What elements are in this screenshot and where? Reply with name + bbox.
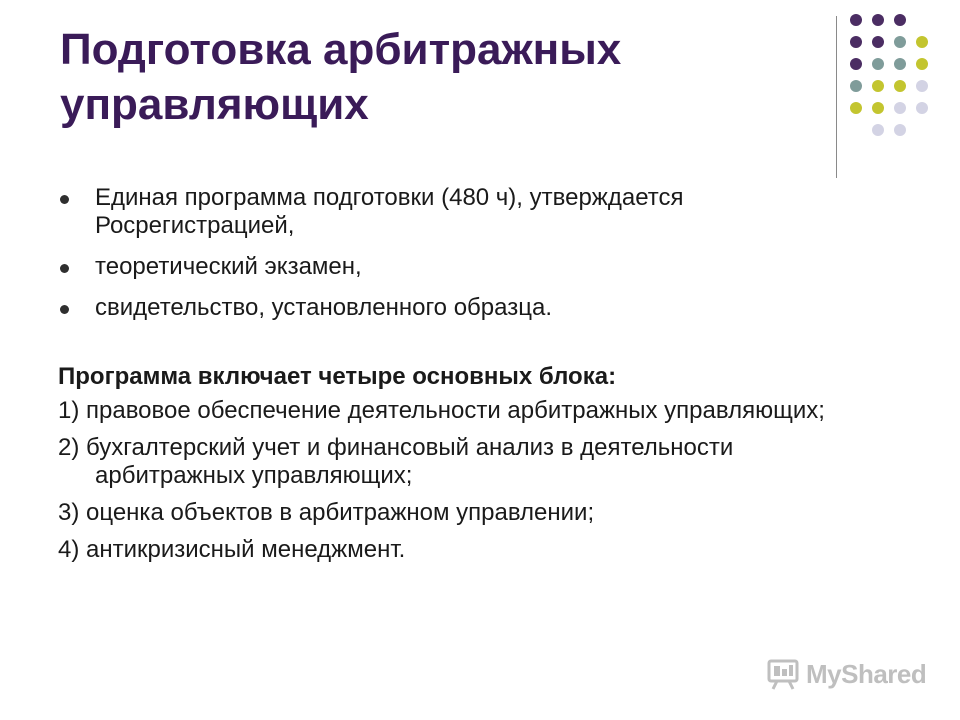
watermark: [766, 654, 926, 694]
decorative-dot: [872, 58, 884, 70]
decorative-dot: [850, 102, 862, 114]
decorative-dot: [872, 14, 884, 26]
bullet-item: [58, 294, 818, 322]
program-item: 3) оценка объектов в арбитражном управлении;: [58, 499, 595, 526]
presentation-board-icon: [766, 657, 800, 691]
slide-title: Подготовка арбитражных управляющих: [60, 25, 622, 129]
program-blocks: [58, 362, 878, 573]
decorative-dot: [916, 102, 928, 114]
program-heading: Программа включает четыре основных блока:: [58, 363, 617, 390]
decorative-dot: [894, 36, 906, 48]
decorative-dot: [872, 102, 884, 114]
title-divider: [836, 16, 837, 178]
bullet-item: [58, 253, 818, 281]
watermark-text: MyShared: [806, 658, 927, 689]
decorative-dot: [850, 80, 862, 92]
bullet-dot-icon: [60, 264, 69, 273]
bullet-item: [58, 184, 818, 240]
decorative-dot: [850, 36, 862, 48]
decorative-dot: [916, 58, 928, 70]
bullet-dot-icon: [60, 195, 69, 204]
decorative-dot: [850, 58, 862, 70]
program-item: 2) бухгалтерский учет и финансовый анализ в деятельности арбитражных управляющих;: [58, 434, 734, 489]
decorative-dot-grid: [850, 14, 950, 154]
bullet-text: Единая программа подготовки (480 ч), утверждается Росрегистрацией,: [95, 184, 684, 239]
decorative-dot: [916, 80, 928, 92]
decorative-dot: [894, 80, 906, 92]
decorative-dot: [872, 80, 884, 92]
decorative-dot: [872, 36, 884, 48]
decorative-dot: [916, 36, 928, 48]
decorative-dot: [872, 124, 884, 136]
program-item: 4) антикризисный менеджмент.: [58, 536, 406, 563]
bullet-dot-icon: [60, 305, 69, 314]
bullet-text: теоретический экзамен,: [95, 253, 362, 280]
program-item: 1) правовое обеспечение деятельности арбитражных управляющих;: [58, 397, 825, 424]
decorative-dot: [894, 14, 906, 26]
decorative-dot: [894, 102, 906, 114]
bullet-list: [58, 184, 818, 335]
decorative-dot: [894, 124, 906, 136]
bullet-text: свидетельство, установленного образца.: [95, 294, 552, 321]
decorative-dot: [850, 14, 862, 26]
decorative-dot: [894, 58, 906, 70]
